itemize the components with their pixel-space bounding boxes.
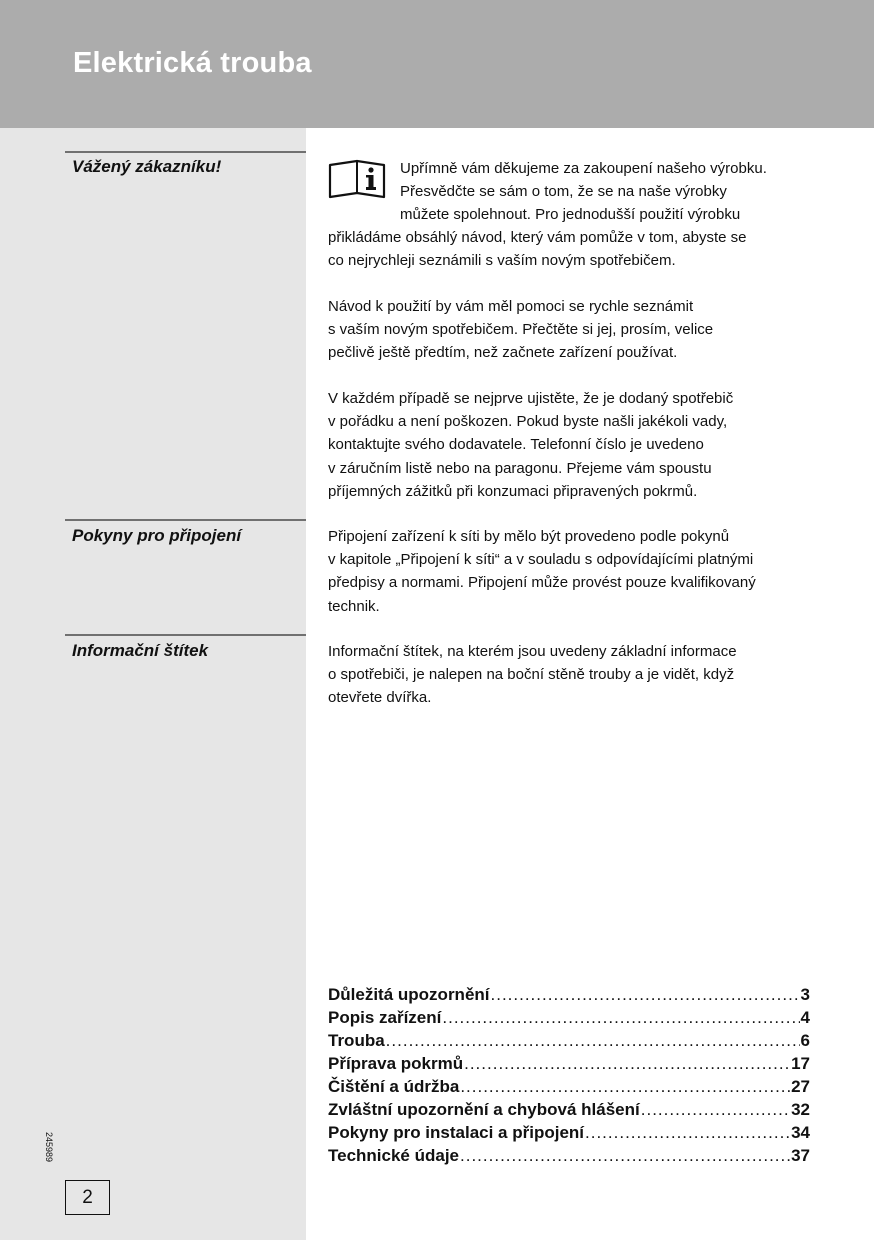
toc-leader-dots — [491, 985, 800, 1005]
toc-entry-page: 34 — [791, 1123, 810, 1142]
connection-paragraph — [328, 525, 818, 618]
section-divider — [65, 634, 306, 636]
toc-entry-title: Zvláštní upozornění a chybová hlášení — [328, 1100, 640, 1119]
toc-leader-dots — [442, 1008, 799, 1028]
intro-paragraph-continued — [328, 226, 818, 272]
intro-paragraph-2 — [328, 295, 818, 365]
toc-leader-dots — [460, 1146, 790, 1166]
toc-entry[interactable] — [328, 1123, 810, 1146]
toc-entry-page: 4 — [800, 1008, 810, 1027]
paragraph-line: kontaktujte svého dodavatele. Telefonní číslo je uvedeno — [328, 436, 704, 454]
toc-entry[interactable] — [328, 985, 810, 1008]
section-title-connection: Pokyny pro připojení — [72, 526, 242, 545]
toc-entry-page: 17 — [791, 1054, 810, 1073]
left-column — [0, 128, 306, 1240]
document-number — [40, 1132, 70, 1172]
page-title: Elektrická trouba — [73, 47, 312, 79]
section-title-dear-customer: Vážený zákazníku! — [72, 157, 222, 176]
toc-entry-page: 37 — [791, 1146, 810, 1165]
toc-entry-title: Čištění a údržba — [328, 1077, 460, 1096]
document-number-text: 245989 — [44, 1132, 54, 1163]
page-header — [0, 0, 874, 128]
paragraph-line: Informační štítek, na kterém jsou uvedeny základní informace — [328, 643, 737, 660]
toc-leader-dots — [464, 1054, 790, 1074]
toc-entry-title: Příprava pokrmů — [328, 1054, 464, 1073]
toc-entry[interactable] — [328, 1077, 810, 1100]
intro-first-lines — [400, 157, 820, 227]
toc-entry[interactable] — [328, 1008, 810, 1031]
section-divider — [65, 151, 306, 153]
toc-entry-page: 27 — [791, 1077, 810, 1096]
intro-paragraph-3 — [328, 387, 818, 503]
toc-entry[interactable] — [328, 1031, 810, 1054]
toc-leader-dots — [641, 1100, 790, 1120]
paragraph-line: předpisy a normami. Připojení může provést pouze kvalifikovaný — [328, 574, 756, 592]
manual-info-icon — [328, 157, 386, 199]
toc-entry-title: Trouba — [328, 1031, 385, 1050]
toc-leader-dots — [585, 1123, 790, 1143]
toc-entry[interactable] — [328, 1100, 810, 1123]
paragraph-line: v kapitole „Připojení k síti“ a v souladu s odpovídajícími platnými — [328, 551, 754, 569]
intro-line: přikládáme obsáhlý návod, který vám pomůže v tom, abyste se — [328, 229, 747, 246]
paragraph-line: V každém případě se nejprve ujistěte, že je dodaný spotřebič — [328, 390, 734, 407]
rating-label-paragraph — [328, 640, 818, 710]
intro-line: Přesvědčte se sám o tom, že se na naše výrobky — [400, 183, 727, 201]
toc-leader-dots — [386, 1031, 800, 1051]
page-number: 2 — [65, 1180, 110, 1215]
intro-line: co nejrychleji seznámili s vaším novým spotřebičem. — [328, 252, 676, 270]
paragraph-line: s vaším novým spotřebičem. Přečtěte si jej, prosím, velice — [328, 321, 714, 339]
paragraph-line: Připojení zařízení k síti by mělo být provedeno podle pokynů — [328, 528, 730, 545]
paragraph-line: pečlivě ještě předtím, než začnete zařízení používat. — [328, 344, 678, 362]
section-title-rating-label: Informační štítek — [72, 641, 209, 660]
paragraph-line: Návod k použití by vám měl pomoci se rychle seznámit — [328, 298, 694, 315]
section-divider — [65, 519, 306, 521]
toc-entry-page: 6 — [800, 1031, 810, 1050]
paragraph-line: v záručním listě nebo na paragonu. Přejeme vám spoustu — [328, 459, 712, 477]
toc-leader-dots — [460, 1077, 790, 1097]
intro-line: Upřímně vám děkujeme za zakoupení našeho výrobku. — [400, 160, 767, 177]
toc-entry[interactable] — [328, 1054, 810, 1077]
toc-entry[interactable] — [328, 1146, 810, 1169]
toc-entry-title: Technické údaje — [328, 1146, 460, 1165]
paragraph-line: technik. — [328, 597, 380, 615]
table-of-contents — [328, 985, 810, 1169]
paragraph-line: otevřete dvířka. — [328, 689, 432, 707]
toc-entry-title: Důležitá upozornění — [328, 985, 490, 1004]
paragraph-line: o spotřebiči, je nalepen na boční stěně trouby a je vidět, když — [328, 666, 735, 684]
paragraph-line: v pořádku a není poškozen. Pokud byste našli jakékoli vady, — [328, 413, 728, 431]
toc-entry-title: Pokyny pro instalaci a připojení — [328, 1123, 585, 1142]
toc-entry-title: Popis zařízení — [328, 1008, 442, 1027]
intro-line: můžete spolehnout. Pro jednodušší použití výrobku — [400, 206, 741, 224]
toc-entry-page: 32 — [791, 1100, 810, 1119]
toc-entry-page: 3 — [800, 985, 810, 1004]
paragraph-line: příjemných zážitků při konzumaci připravených pokrmů. — [328, 482, 698, 500]
